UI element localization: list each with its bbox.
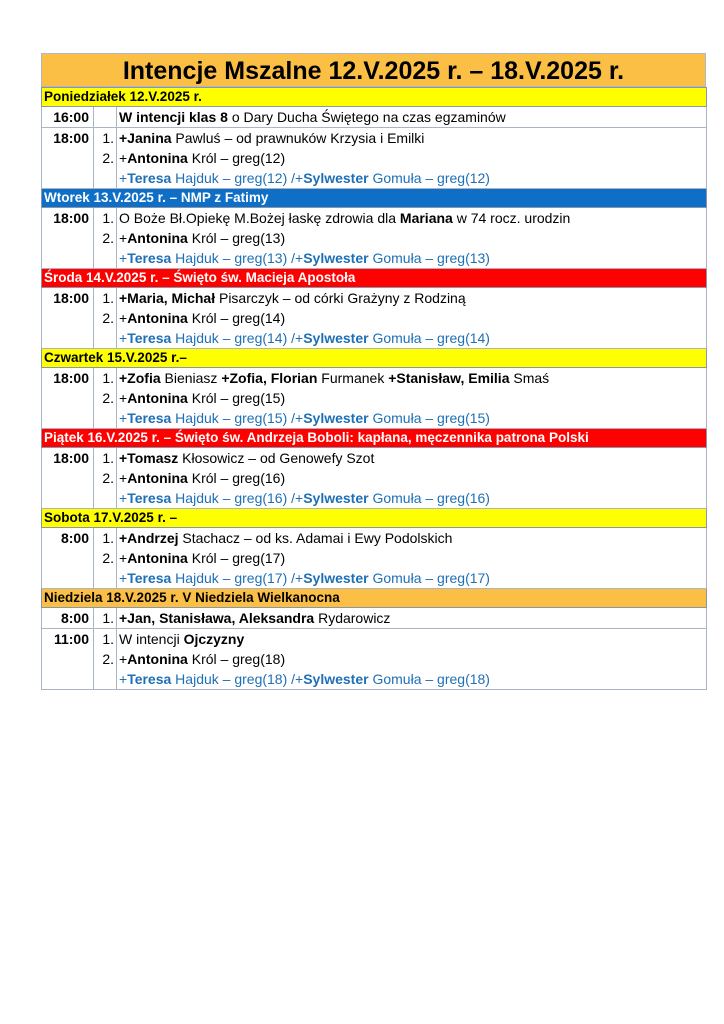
intention-texts [117,107,707,128]
intentions-table-body [42,88,707,690]
intention-text: Król – greg(17) [187,550,286,566]
intention-line [119,608,706,628]
intention-line [119,328,706,348]
intention-text: Gomuła – greg(18) [368,671,490,687]
intention-text: Rydarowicz [314,610,391,626]
intention-text: + [119,671,128,687]
intention-name: Sylwester [303,250,369,266]
intention-name: Sylwester [303,330,369,346]
intention-text: + [119,310,128,326]
intention-texts [117,629,707,690]
intention-line [119,208,706,228]
intention-name: Sylwester [303,671,369,687]
intention-name: Antonina [127,390,188,406]
intention-number [94,328,114,348]
intention-line [119,448,706,468]
intention-text: Gomuła – greg(12) [368,170,490,186]
intention-name: +Maria, Michał [119,290,216,306]
intention-text: Kłosowicz – od Genowefy Szot [178,450,375,466]
intention-text: Bieniasz [160,370,222,386]
mass-row [42,608,707,629]
day-header: Niedziela 18.V.2025 r. V Niedziela Wielkanocna [42,589,707,608]
mass-row [42,208,707,269]
mass-time: 18:00 [42,448,94,509]
intention-text: Hajduk – greg(14) /+ [171,330,304,346]
intention-name: Antonina [127,310,188,326]
intention-name: Teresa [127,330,172,346]
intention-name: Sylwester [303,410,369,426]
intentions-table [41,87,707,690]
mass-time: 11:00 [42,629,94,690]
intention-text: + [119,550,128,566]
mass-time: 18:00 [42,128,94,189]
day-header: Sobota 17.V.2025 r. – [42,509,707,528]
intention-numbers [94,528,117,589]
intention-text: + [119,230,128,246]
intention-name: Sylwester [303,490,369,506]
mass-row [42,528,707,589]
intention-texts [117,448,707,509]
mass-row [42,288,707,349]
intention-text: Gomuła – greg(14) [368,330,490,346]
intention-number [94,107,114,127]
intention-number: 2. [102,470,114,486]
intention-line [119,488,706,508]
intention-texts [117,128,707,189]
intention-number [94,488,114,508]
intention-name: Teresa [127,570,172,586]
intention-text: Stachacz – od ks. Adamai i Ewy Podolskich [178,530,453,546]
intention-number: 2. [102,651,114,667]
mass-intentions-sheet [41,53,706,690]
intention-name: +Stanisław, Emilia [388,370,510,386]
intention-name: Sylwester [303,570,369,586]
intention-name: Antonina [127,651,188,667]
intention-text: Król – greg(13) [187,230,286,246]
intention-text: + [119,250,128,266]
intention-text: Hajduk – greg(13) /+ [171,250,304,266]
intention-text: O Boże Bł.Opiekę M.Bożej łaskę zdrowia dla [119,210,400,226]
intention-line [119,669,706,689]
intention-line [119,408,706,428]
day-header: Piątek 16.V.2025 r. – Święto św. Andrzeja Boboli: kapłana, męczennika patrona Polski [42,429,707,448]
intention-name: +Tomasz [119,450,179,466]
intention-texts [117,368,707,429]
intention-text: Gomuła – greg(15) [368,410,490,426]
intention-line [119,568,706,588]
mass-time: 18:00 [42,288,94,349]
intention-text: w 74 rocz. urodzin [452,210,571,226]
intention-line [119,107,706,127]
intention-text: Furmanek [317,370,389,386]
intention-line [119,388,706,408]
intention-number: 1. [102,530,114,546]
intention-line [119,368,706,388]
intention-name: +Janina [119,130,172,146]
intention-name: Teresa [127,250,172,266]
intention-name: Antonina [127,150,188,166]
mass-time: 18:00 [42,208,94,269]
intention-text: + [119,651,128,667]
intention-number [94,568,114,588]
day-header-row [42,589,707,608]
intention-numbers [94,629,117,690]
intention-number: 2. [102,550,114,566]
mass-time: 8:00 [42,608,94,629]
intention-numbers [94,288,117,349]
intention-name: W intencji klas 8 [119,109,228,125]
intention-number [94,408,114,428]
intention-line [119,548,706,568]
day-header-row [42,88,707,107]
intention-name: Antonina [127,230,188,246]
intention-name: Mariana [399,210,453,226]
intention-text: Król – greg(16) [187,470,286,486]
intention-text: Hajduk – greg(18) /+ [171,671,304,687]
intention-number: 2. [102,310,114,326]
intention-text: Gomuła – greg(13) [368,250,490,266]
day-header: Środa 14.V.2025 r. – Święto św. Macieja Apostoła [42,269,707,288]
day-header-row [42,509,707,528]
mass-row [42,128,707,189]
intention-text: Gomuła – greg(17) [368,570,490,586]
mass-time: 16:00 [42,107,94,128]
intention-line [119,128,706,148]
intention-number [94,168,114,188]
intention-number: 1. [102,610,114,626]
intention-name: Sylwester [303,170,369,186]
mass-row [42,368,707,429]
intention-line [119,288,706,308]
mass-row [42,107,707,128]
intention-text: + [119,170,128,186]
intention-name: +Andrzej [119,530,179,546]
mass-row [42,629,707,690]
intention-text: Pawluś – od prawnuków Krzysia i Emilki [171,130,425,146]
intention-text: Hajduk – greg(12) /+ [171,170,304,186]
intention-line [119,528,706,548]
intention-number: 1. [102,450,114,466]
intention-name: Antonina [127,550,188,566]
intention-text: Król – greg(14) [187,310,286,326]
intention-name: Teresa [127,170,172,186]
day-header-row [42,189,707,208]
intention-name: +Zofia, Florian [221,370,318,386]
intention-number [94,248,114,268]
intention-number: 2. [102,150,114,166]
intention-line [119,308,706,328]
day-header: Czwartek 15.V.2025 r.– [42,349,707,368]
intention-numbers [94,128,117,189]
intention-line [119,168,706,188]
intention-text: + [119,410,128,426]
intention-text: Hajduk – greg(16) /+ [171,490,304,506]
mass-row [42,448,707,509]
intention-text: Król – greg(15) [187,390,286,406]
intention-line [119,649,706,669]
intention-text: + [119,390,128,406]
intention-texts [117,528,707,589]
intention-line [119,228,706,248]
intention-name: +Zofia [119,370,161,386]
intention-line [119,248,706,268]
intention-number: 1. [102,210,114,226]
day-header-row [42,429,707,448]
intention-text: + [119,470,128,486]
intention-text: Pisarczyk – od córki Grażyny z Rodziną [215,290,466,306]
intention-number [94,669,114,689]
intention-number: 2. [102,390,114,406]
intention-name: Teresa [127,671,172,687]
page-title: Intencje Mszalne 12.V.2025 r. – 18.V.2025 r. [41,53,706,87]
intention-text: + [119,490,128,506]
day-header-row [42,349,707,368]
intention-text: W intencji [119,631,184,647]
intention-numbers [94,208,117,269]
intention-text: + [119,330,128,346]
day-header-row [42,269,707,288]
intention-number: 1. [102,130,114,146]
day-header: Wtorek 13.V.2025 r. – NMP z Fatimy [42,189,707,208]
intention-name: +Jan, Stanisława, Aleksandra [119,610,315,626]
intention-numbers [94,368,117,429]
intention-texts [117,208,707,269]
intention-name: Ojczyzny [183,631,245,647]
intention-name: Antonina [127,470,188,486]
intention-number: 1. [102,290,114,306]
intention-texts [117,288,707,349]
intention-number: 1. [102,370,114,386]
intention-numbers [94,448,117,509]
intention-line [119,148,706,168]
intention-text: Hajduk – greg(17) /+ [171,570,304,586]
intention-text: Hajduk – greg(15) /+ [171,410,304,426]
intention-number: 2. [102,230,114,246]
intention-text: Król – greg(12) [187,150,286,166]
mass-time: 18:00 [42,368,94,429]
intention-name: Teresa [127,410,172,426]
mass-time: 8:00 [42,528,94,589]
intention-name: Teresa [127,490,172,506]
intention-text: Król – greg(18) [187,651,286,667]
intention-text: + [119,570,128,586]
intention-line [119,468,706,488]
intention-numbers [94,608,117,629]
intention-text: Gomuła – greg(16) [368,490,490,506]
intention-text: o Dary Ducha Świętego na czas egzaminów [227,109,506,125]
intention-number: 1. [102,631,114,647]
intention-numbers [94,107,117,128]
day-header: Poniedziałek 12.V.2025 r. [42,88,707,107]
intention-texts [117,608,707,629]
intention-text: + [119,150,128,166]
intention-line [119,629,706,649]
intention-text: Smaś [509,370,550,386]
